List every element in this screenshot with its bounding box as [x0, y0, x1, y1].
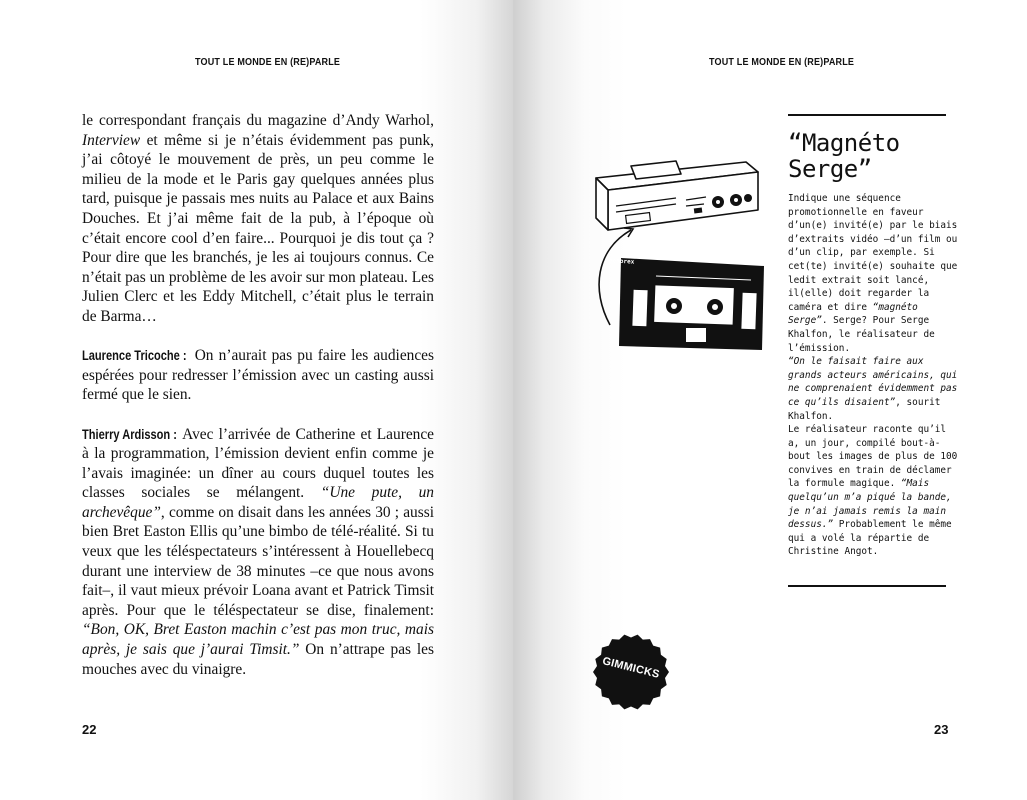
- paragraph: [82, 111, 434, 327]
- vhs-tape-illustration: [619, 258, 764, 350]
- right-page: [513, 0, 1027, 800]
- box-rule-bottom: [788, 585, 946, 587]
- left-page: [0, 0, 513, 800]
- vcr-illustration: [586, 150, 776, 360]
- body-text: [82, 111, 434, 699]
- vhs-brand-label: Memorex: [608, 257, 635, 266]
- paragraph-text: On n’aurait pas pu faire les audiences espérées pour redresser l’émission avec un casting aussi fermé que le sien.: [82, 347, 434, 404]
- box-rule-top: [788, 114, 946, 116]
- paragraph-text: Avec l’arrivée de Catherine et Laurence à la programmation, l’émission devient enfin comme je l’avais imaginée: un dîner au cours duquel toutes les classes sociales se mélangent. “Une pute, un archevêque”, comme on disait dans les années 30 ; aussi bien Bret Easton Ellis qu’une bimbo de télé-réalité. Si tu veux que les téléspectateurs s’intéressent à Houellebecq durant une interview de 38 minutes –ce que nous avons fait–, il vaut mieux prévoir Loana avant et Patrick Timsit après. Pour que le téléspectateur se dise, finalement: “Bon, OK, Bret Easton machin c’est pas mon truc, mais après, je sais que j’aurai Timsit.” On n’attrape pas les mouches avec du vinaigre.: [82, 425, 435, 678]
- box-text: Indique une séquence promotionnelle en faveur d’un(e) invité(e) par le biais d’extraits vidéo –d’un film ou d’un clip, par exemple. Si cet(te) invité(e) souhaite que ledit extrait soit lancé, il(elle) doit regarder la caméra et dire “magnéto Serge”. Serge? Pour Serge Khalfon, le réalisateur de l’émission. “On le faisait faire aux grands acteurs américains, qui ne comprenaient évidemment pas ce qu’ils disaient”, sourit Khalfon. Le réalisateur raconte qu’il a, un jour, compilé bout-à-bout les images de plus de 100 convives en train de déclamer la formule magique. “Mais quelqu’un m’a piqué la bande, je n’ai jamais remis la main dessus.” Probablement le même qui a volé la répartie de Christine Angot.: [788, 193, 958, 558]
- gimmicks-badge-label: GIMMICKS: [601, 655, 661, 681]
- folio-right: 23: [934, 722, 949, 737]
- folio-left: 22: [82, 722, 97, 737]
- paragraph: [82, 346, 434, 405]
- speaker-name: Thierry Ardisson :: [82, 426, 177, 442]
- box-title: “Magnéto Serge”: [788, 129, 900, 183]
- speaker-name: Laurence Tricoche :: [82, 348, 187, 364]
- running-head-right: TOUT LE MONDE EN (RE)PARLE: [709, 56, 855, 68]
- paragraph-text: le correspondant français du magazine d’Andy Warhol, Interview et même si je n’étais évidemment pas punk, j’ai côtoyé le mouvement de près, un peu comme le milieu de la mode et le Paris gay quelques années plus tard, puisque je passais mes nuits au Palace et aux Bains Douches. Et j’ai même fait de la pub, à l’époque où c’était encore cool d’en faire... Pourquoi je dis tout ça ? Pour dire que les branchés, je les ai toujours connus. Ce n’était pas un problème de les avoir sur mon plateau. Les Julien Clerc et les Eddy Mitchell, c’était plus le terrain de Barma…: [82, 112, 434, 325]
- paragraph: [82, 425, 434, 680]
- running-head-left: TOUT LE MONDE EN (RE)PARLE: [195, 56, 341, 68]
